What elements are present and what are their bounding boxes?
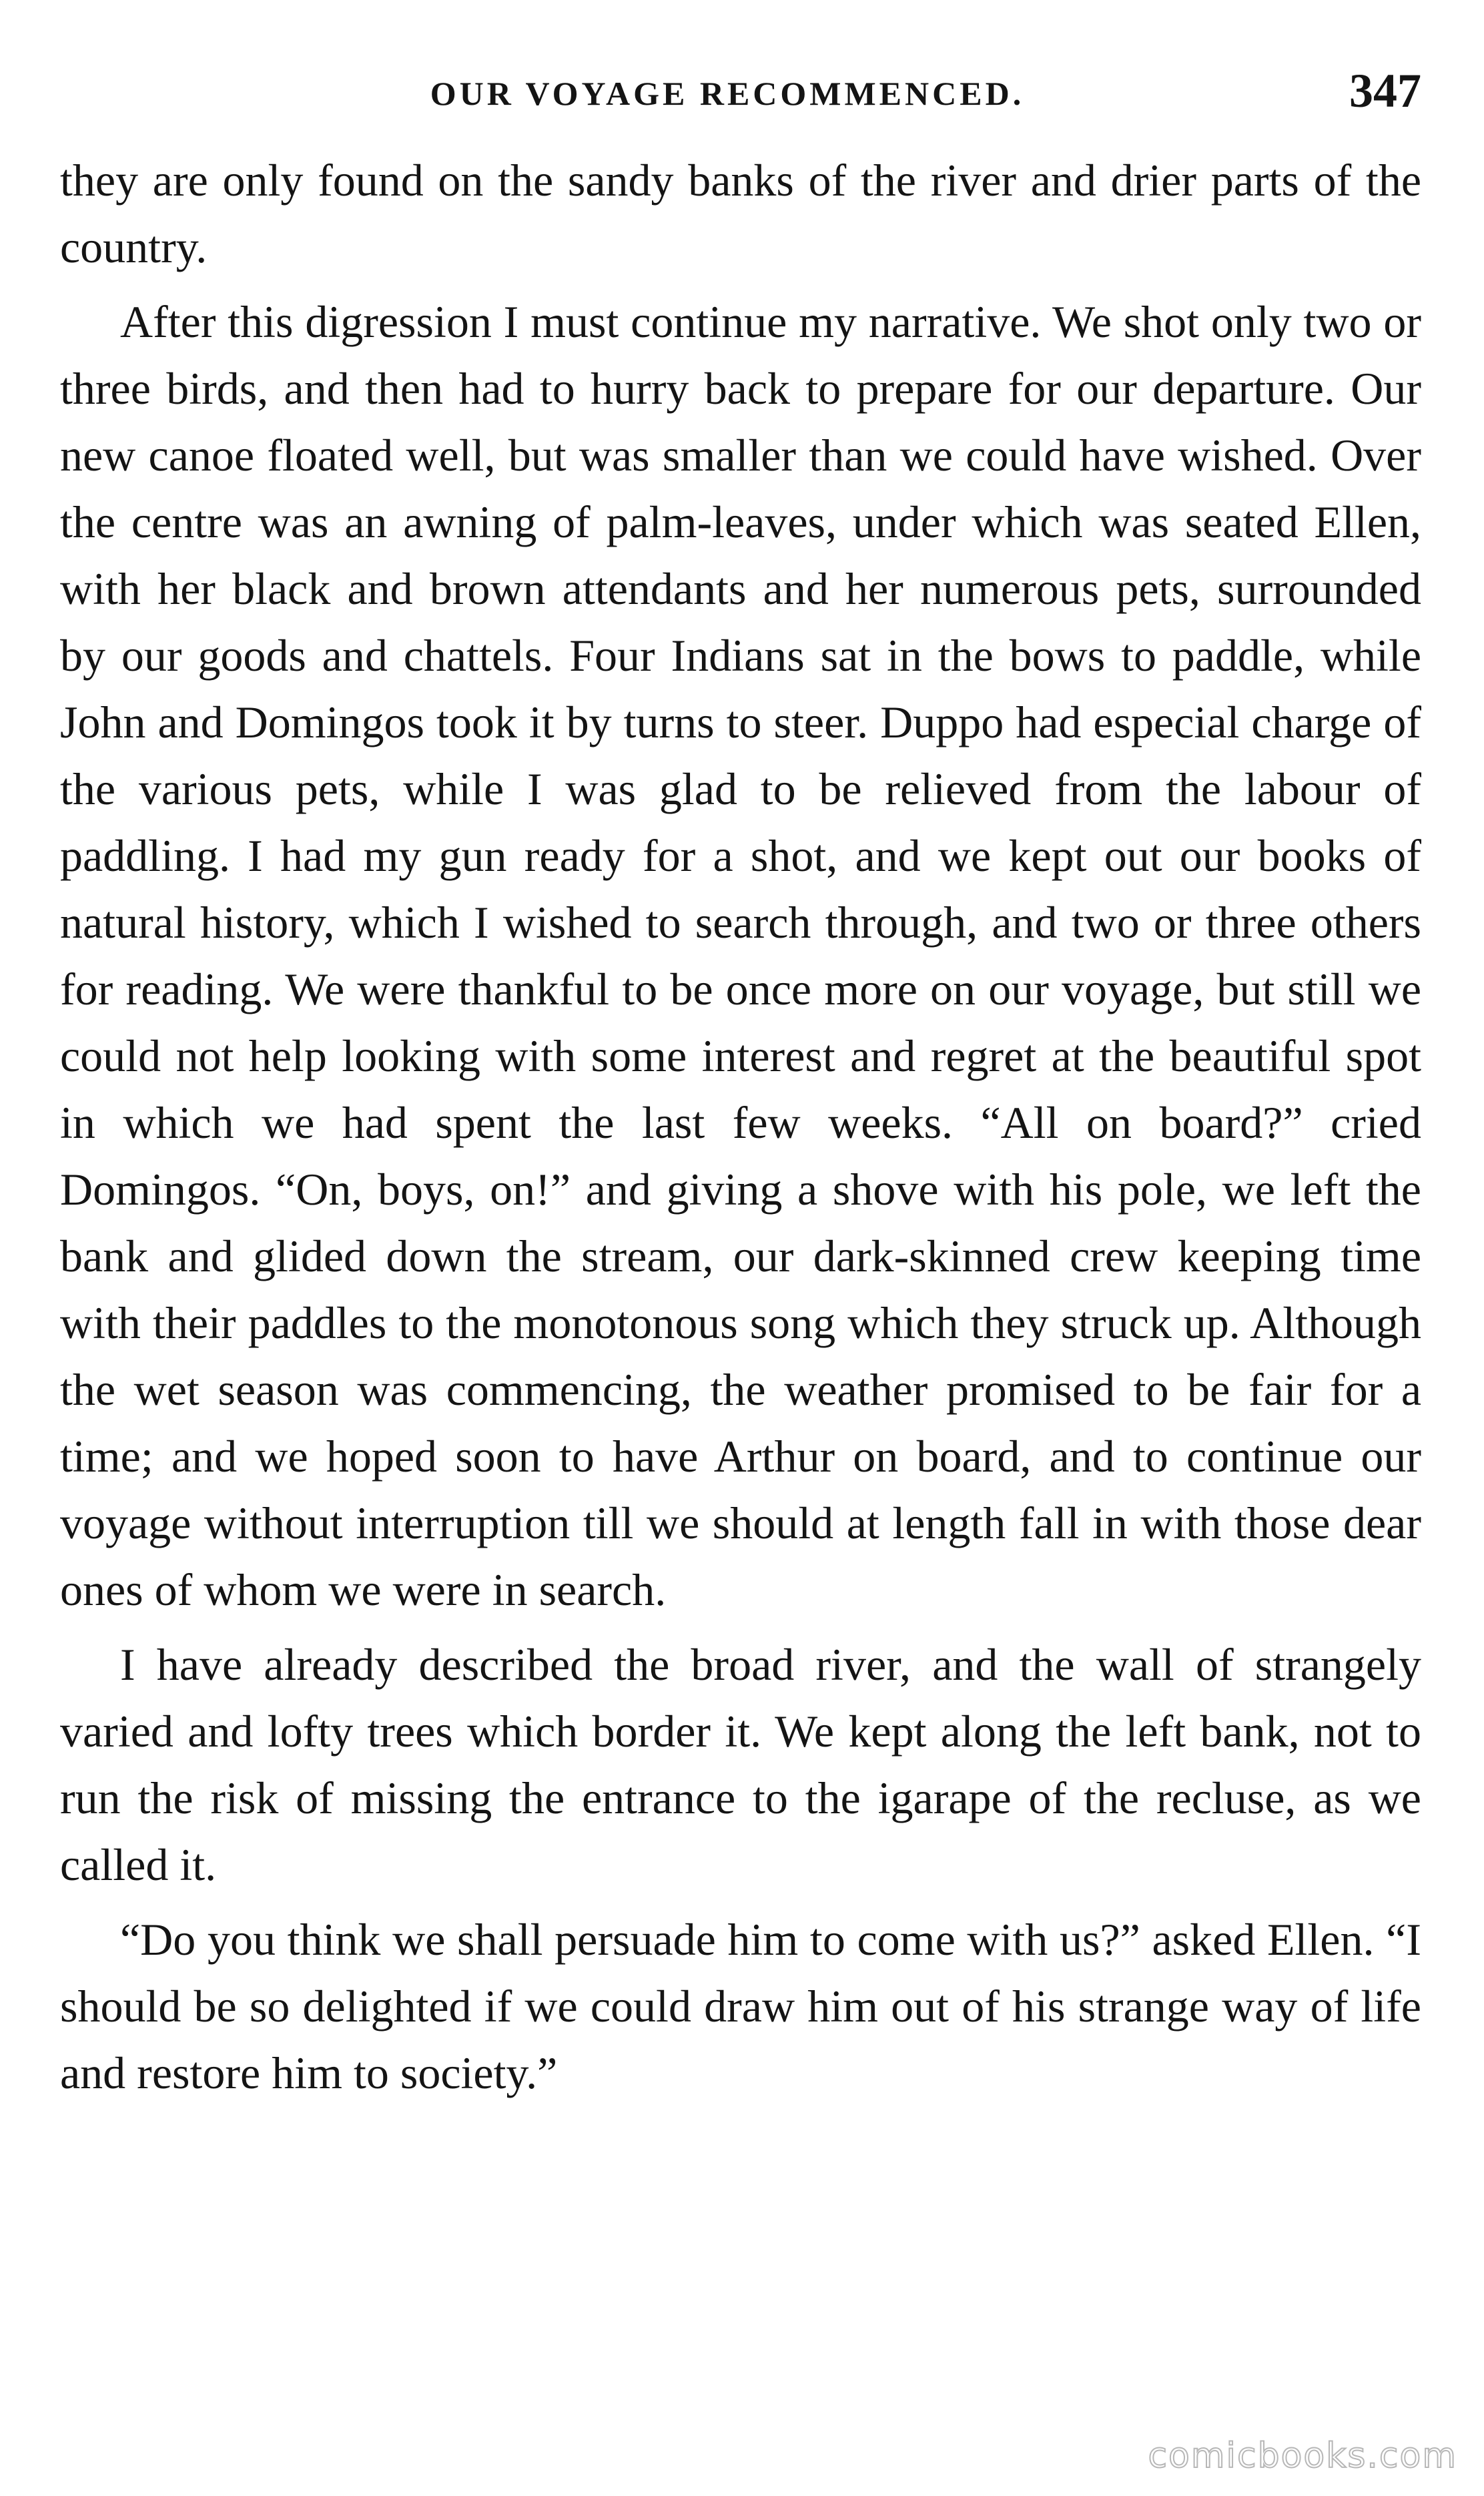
paragraph-river: I have already described the broad river, and the wall of strangely varied and lofty trees which border it. We kept along the left bank, not to run the risk of missing the entrance to the igarape of the recluse, as we called it. (60, 1639, 1421, 1890)
body-text (60, 147, 1421, 2114)
page-number: 347 (1349, 64, 1421, 117)
watermark: comicbooks.com (1148, 2436, 1457, 2476)
paragraph-narrative: After this digression I must continue my narrative. We shot only two or three birds, and then had to hurry back to prepare for our departure. Our new canoe floated well, but was smaller than we could have wished. Over the centre was an awning of palm-leaves, under which was seated Ellen, with her black and brown attendants and her numerous pets, surrounded by our goods and chattels. Four Indians sat in the bows to paddle, while John and Domingos took it by turns to steer. Duppo had especial charge of the various pets, while I was glad to be relieved from the labour of paddling. I had my gun ready for a shot, and we kept out our books of natural history, which I wished to search through, and two or three others for reading. We were thankful to be once more on our voyage, but still we could not help looking with some interest and regret at the beautiful spot in which we had spent the last few weeks. “All on board?” cried Domingos. “On, boys, on!” and giving a shove with his pole, we left the bank and glided down the stream, our dark-skinned crew keeping time with their paddles to the monotonous song which they struck up. Although the wet season was commencing, the weather promised to be fair for a time; and we hoped soon to have Arthur on board, and to continue our voyage without interruption till we should at length fall in with those dear ones of whom we were in search. (60, 296, 1421, 1615)
running-title: OUR VOYAGE RECOMMENCED. (430, 75, 1025, 112)
running-head (60, 63, 1421, 123)
paragraph-dialogue: “Do you think we shall persuade him to come with us?” asked Ellen. “I should be so delighted if we could draw him out of his strange way of life and restore him to society.” (60, 1914, 1421, 2098)
paragraph-continuation: they are only found on the sandy banks of the river and drier parts of the country. (60, 155, 1421, 272)
